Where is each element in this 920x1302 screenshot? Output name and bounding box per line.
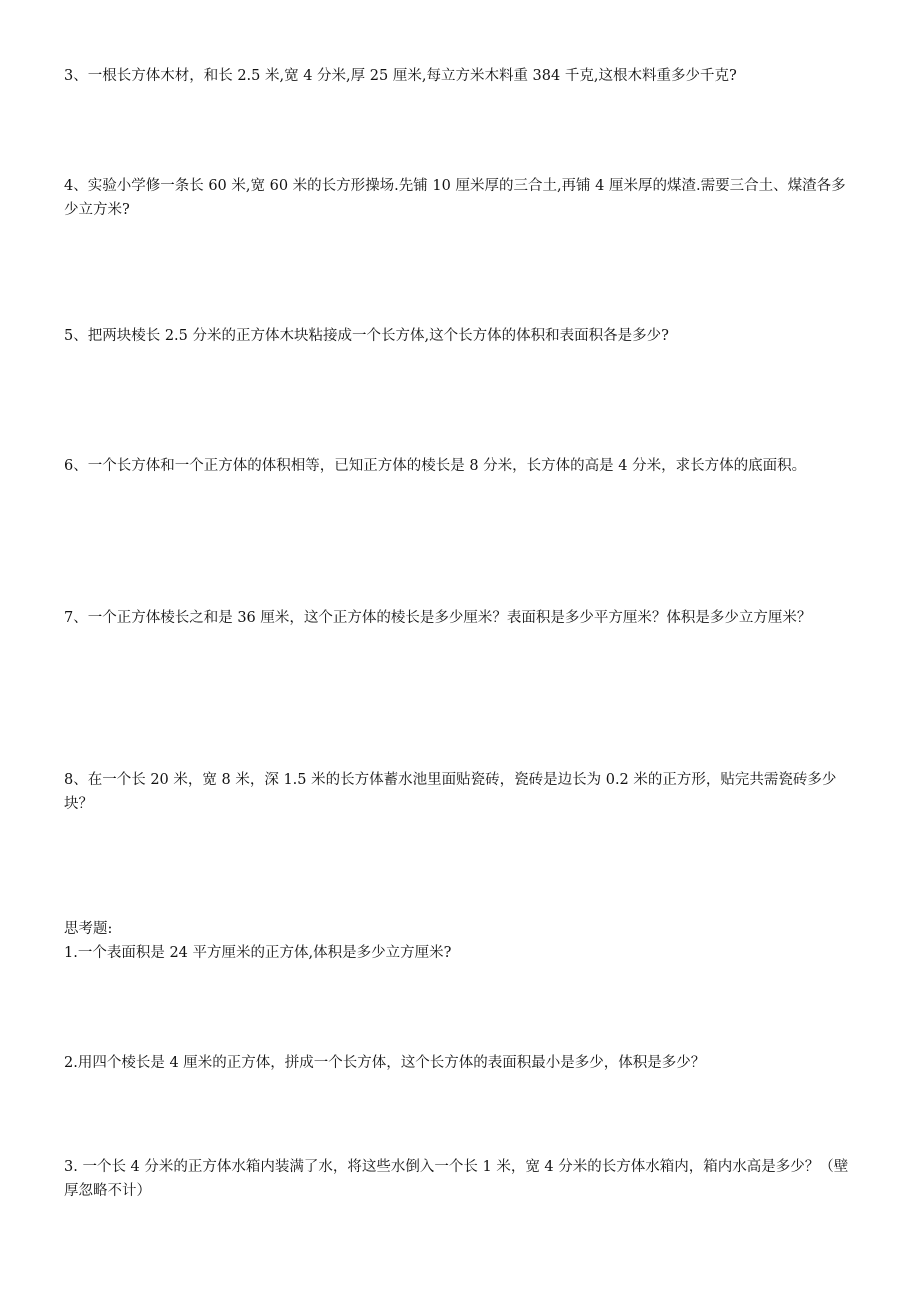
question-6: 6、一个长方体和一个正方体的体积相等，已知正方体的棱长是 8 分米，长方体的高是 4 分米，求长方体的底面积。 xyxy=(64,458,807,474)
thinking-section-title: 思考题: xyxy=(64,921,113,937)
question-3: 3、一根长方体木材，和长 2.5 米,宽 4 分米,厚 25 厘米,每立方米木料重 384 千克,这根木料重多少千克? xyxy=(64,68,737,84)
thinking-question-3: 3. 一个长 4 分米的正方体水箱内装满了水，将这些水倒入一个长 1 米，宽 4 分米的长方体水箱内，箱内水高是多少？（壁厚忽略不计） xyxy=(64,1159,849,1199)
question-7: 7、一个正方体棱长之和是 36 厘米，这个正方体的棱长是多少厘米？表面积是多少平方厘米？体积是多少立方厘米？ xyxy=(64,610,812,626)
thinking-question-2: 2.用四个棱长是 4 厘米的正方体，拼成一个长方体，这个长方体的表面积最小是多少，体积是多少？ xyxy=(64,1055,706,1071)
question-8: 8、在一个长 20 米，宽 8 米，深 1.5 米的长方体蓄水池里面贴瓷砖，瓷砖是边长为 0.2 米的正方形，贴完共需瓷砖多少块？ xyxy=(64,772,837,812)
question-5: 5、把两块棱长 2.5 分米的正方体木块粘接成一个长方体,这个长方体的体积和表面积各是多少? xyxy=(64,328,669,344)
thinking-question-1: 1.一个表面积是 24 平方厘米的正方体,体积是多少立方厘米? xyxy=(64,945,452,961)
question-4: 4、实验小学修一条长 60 米,宽 60 米的长方形操场.先铺 10 厘米厚的三合土,再铺 4 厘米厚的煤渣.需要三合土、煤渣各多少立方米? xyxy=(64,178,846,218)
